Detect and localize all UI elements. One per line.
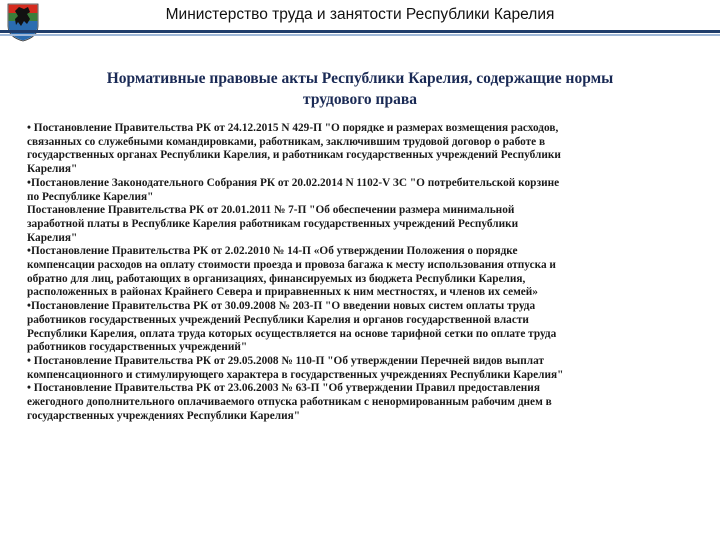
legal-act-line: •Постановление Правительства РК от 2.02.2010 № 14-П «Об утверждении Положения о порядке <box>27 245 518 258</box>
legal-act-line: Карелия" <box>27 163 78 176</box>
legal-act-line: Постановление Правительства РК от 20.01.2011 № 7-П "Об обеспечении размера минимальной <box>27 204 515 217</box>
legal-act-item <box>27 355 695 382</box>
legal-act-item <box>27 122 695 177</box>
legal-act-line: Карелия" <box>27 231 78 244</box>
legal-act-line: ежегодного дополнительного оплачиваемого отпуска работникам с ненормированным рабочим днем в <box>27 396 552 409</box>
legal-act-line: • Постановление Правительства РК от 29.05.2008 № 110-П "Об утверждении Перечней видов выплат <box>27 354 544 367</box>
header-divider-light <box>0 34 720 36</box>
legal-act-line: компенсационного и стимулирующего характера в государственных учреждениях Республики Карелия" <box>27 368 564 381</box>
legal-act-item <box>27 300 695 355</box>
legal-act-line: заработной платы в Республике Карелия работникам государственных учреждений Республики <box>27 217 519 230</box>
legal-act-line: связанных со служебными командировками, работникам, заключившим трудовой договор о работе в <box>27 135 546 148</box>
legal-act-line: • Постановление Правительства РК от 24.12.2015 N 429-П "О порядке и размерах возмещения расходов, <box>27 122 559 134</box>
legal-act-line: Республики Карелия, оплата труда которых осуществляется на основе тарифной сетки по оплате труда <box>27 327 557 340</box>
ministry-name: Министерство труда и занятости Республики Карелия <box>165 6 555 23</box>
legal-acts-list <box>27 122 695 423</box>
legal-act-line: •Постановление Законодательного Собрания РК от 20.02.2014 N 1102-V ЗС "О потребительской корзине <box>27 176 560 189</box>
slide-title-line: Нормативные правовые акты Республики Карелия, содержащие нормы <box>106 70 614 87</box>
slide-title-line: трудового права <box>303 91 417 108</box>
legal-act-item <box>27 245 695 300</box>
legal-act-line: работников государственных учреждений" <box>27 341 248 354</box>
header-divider <box>0 30 720 33</box>
slide-header <box>0 0 720 38</box>
slide-title <box>40 68 680 110</box>
legal-act-line: компенсации расходов на оплату стоимости проезда и провоза багажа к месту использования отпуска и <box>27 259 556 272</box>
legal-act-item <box>27 382 695 423</box>
legal-act-line: расположенных в районах Крайнего Севера и приравненных к ним местностях, и членов их семей» <box>27 286 538 299</box>
legal-act-line: •Постановление Правительства РК от 30.09.2008 № 203-П "О введении новых систем оплаты труда <box>27 300 536 313</box>
legal-act-line: • Постановление Правительства РК от 23.06.2003 № 63-П "Об утверждении Правил предоставления <box>27 382 540 395</box>
legal-act-line: обратно для лиц, работающих в организациях, финансируемых из бюджета Республики Карелия, <box>27 272 526 285</box>
legal-act-line: государственных учреждениях Республики Карелия" <box>27 409 300 422</box>
legal-act-line: государственных органах Республики Карелия, и работникам государственных учреждений Республики <box>27 149 561 162</box>
legal-act-line: работников государственных учреждений Республики Карелия и органов государственной власти <box>27 313 529 326</box>
legal-act-line: по Республике Карелия" <box>27 190 154 203</box>
legal-act-item <box>27 177 695 204</box>
legal-act-item <box>27 204 695 245</box>
